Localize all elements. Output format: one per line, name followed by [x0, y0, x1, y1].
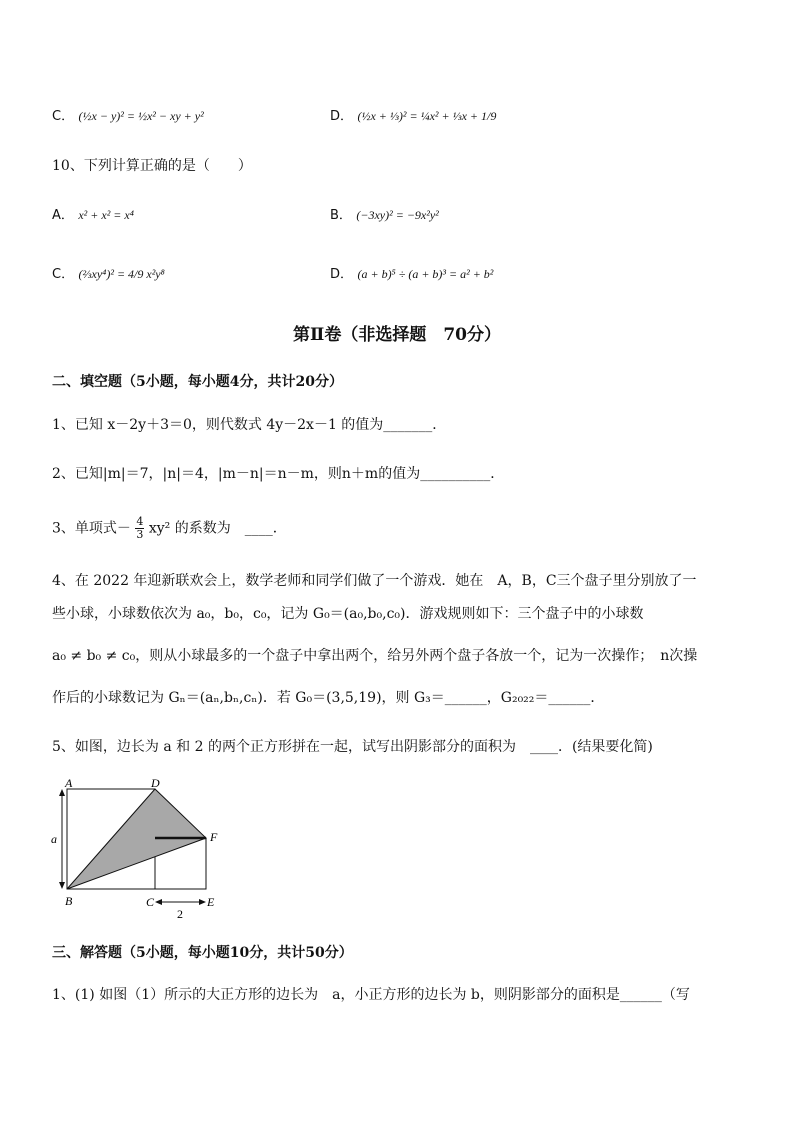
arrowhead-right — [199, 899, 206, 905]
q10-option-d — [330, 264, 493, 285]
q3-suffix: xy² 的系数为 ____． — [148, 520, 287, 537]
fill-q4-line1: 4、在 2022 年迎新联欢会上，数学老师和同学们做了一个游戏．她在 A，B，C三个盘子里分别放了一 — [52, 573, 697, 589]
option-expression: (½x − y)² = ½x² − xy + y² — [78, 109, 204, 123]
option-expression: x² + x² = x⁴ — [78, 208, 134, 222]
fill-q4-line4: 作后的小球数记为 Gₙ＝(aₙ,bₙ,cₙ)．若 G₀＝(3,5,19)，则 G₃＝______，G₂₀₂₂＝______． — [52, 690, 605, 706]
option-label: B． — [330, 208, 352, 223]
solve-q1: 1、(1) 如图（1）所示的大正方形的边长为 a，小正方形的边长为 b，则阴影部分的面积是______（写 — [52, 987, 690, 1003]
q10-stem: 10、下列计算正确的是（ ） — [52, 158, 252, 174]
q3-numerator: 4 — [136, 515, 144, 528]
option-expression: (a + b)⁵ ÷ (a + b)³ = a² + b² — [357, 267, 494, 281]
label-two-length: 2 — [177, 907, 183, 921]
option-label: A． — [52, 208, 74, 223]
arrowhead-down — [59, 882, 65, 889]
q3-fraction — [135, 516, 144, 541]
fill-q4-line2: 些小球，小球数依次为 a₀，b₀，c₀，记为 G₀＝(a₀,b₀,c₀)．游戏规则如下：三个盘子中的小球数 — [52, 606, 644, 622]
q5-figure — [45, 775, 245, 925]
label-a-point: A — [65, 776, 73, 790]
arrowhead-up — [59, 789, 65, 796]
section2-title: 二、填空题（5小题，每小题4分，共计20分） — [52, 374, 343, 390]
q10-option-b — [330, 205, 439, 226]
option-label: D． — [330, 109, 354, 124]
option-label: C． — [52, 267, 75, 282]
q9-option-c — [52, 106, 204, 127]
option-expression: (⅔xy⁴)² = 4/9 x²y⁸ — [78, 267, 165, 281]
fill-q4-line3: a₀ ≠ b₀ ≠ c₀，则从小球最多的一个盘子中拿出两个，给另外两个盘子各放一个，记为一次操作； n次操 — [52, 648, 698, 664]
label-b-point: B — [65, 894, 73, 908]
part2-title: 第Ⅱ卷（非选择题 70分） — [293, 325, 501, 345]
label-c-point: C — [146, 895, 155, 909]
fill-q5: 5、如图，边长为 a 和 2 的两个正方形拼在一起，试写出阴影部分的面积为 ____．(结果要化简) — [52, 739, 653, 755]
label-e-point: E — [207, 895, 215, 909]
fill-q2: 2、已知|m|＝7，|n|＝4，|m－n|＝n－m，则n＋m的值为__________． — [52, 466, 505, 482]
fill-q3 — [52, 516, 287, 541]
option-label: D． — [330, 267, 354, 282]
q3-denominator: 3 — [136, 528, 144, 541]
label-f-point: F — [210, 830, 218, 844]
arrowhead-left — [155, 899, 162, 905]
option-expression: (½x + ⅓)² = ¼x² + ⅓x + 1/9 — [357, 109, 497, 123]
option-expression: (−3xy)² = −9x²y² — [356, 208, 439, 222]
option-label: C． — [52, 109, 75, 124]
q10-option-a — [52, 205, 134, 226]
fill-q1: 1、已知 x－2y＋3＝0，则代数式 4y－2x－1 的值为_______． — [52, 417, 447, 433]
q10-option-c — [52, 264, 165, 285]
label-d-point: D — [151, 776, 160, 790]
q3-prefix: 3、单项式－ — [52, 520, 131, 537]
q9-option-d — [330, 106, 496, 127]
section3-title: 三、解答题（5小题，每小题10分，共计50分） — [52, 945, 353, 961]
label-a-length: a — [51, 832, 57, 846]
